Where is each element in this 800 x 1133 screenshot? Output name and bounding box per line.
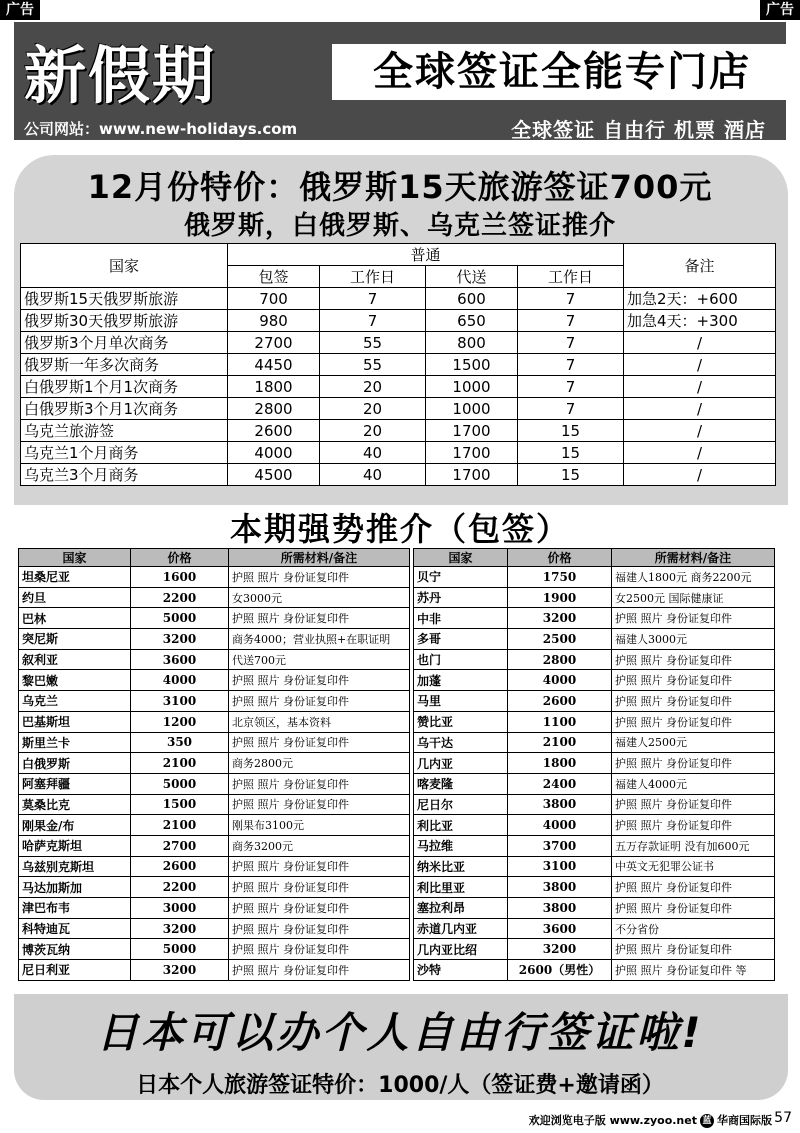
price: 2600 (131, 856, 229, 877)
price: 2400 (508, 773, 612, 794)
baoqian-price: 700 (228, 288, 320, 310)
materials: 北京领区，基本资料 (229, 711, 410, 732)
materials: 护照 照片 身份证复印件 (229, 856, 410, 877)
daisong-price: 1700 (425, 420, 517, 442)
baoqian-workdays: 40 (320, 442, 426, 464)
baoqian-price: 980 (228, 310, 320, 332)
price: 1900 (508, 587, 612, 608)
daisong-workdays: 7 (518, 310, 624, 332)
slogan: 全球签证全能专门店 (332, 44, 792, 100)
table-row (19, 960, 410, 981)
table-row (21, 288, 776, 310)
price: 3200 (508, 939, 612, 960)
materials: 护照 照片 身份证复印件 (229, 960, 410, 981)
country: 几内亚 (414, 753, 508, 774)
note: / (624, 442, 776, 464)
materials: 福建人2500元 (612, 732, 775, 753)
materials: 护照 照片 身份证复印件 (229, 898, 410, 919)
note: 加急4天：+300 (624, 310, 776, 332)
daisong-workdays: 7 (518, 398, 624, 420)
table-row (414, 898, 775, 919)
table-row (21, 420, 776, 442)
price: 3100 (508, 856, 612, 877)
price: 2600 (508, 691, 612, 712)
baoqian-workdays: 20 (320, 398, 426, 420)
materials: 护照 照片 身份证复印件 (229, 794, 410, 815)
table-row (21, 376, 776, 398)
header-materials: 所需材料/备注 (612, 549, 775, 567)
materials: 护照 照片 身份证复印件 (612, 608, 775, 629)
baoqian-workdays: 20 (320, 420, 426, 442)
publisher-logo-icon: 蓝 (700, 1114, 714, 1128)
visa-type: 白俄罗斯3个月1次商务 (21, 398, 228, 420)
header-workday: 工作日 (518, 266, 624, 288)
table-row (19, 753, 410, 774)
price: 3200 (508, 608, 612, 629)
note: / (624, 376, 776, 398)
materials: 商务2800元 (229, 753, 410, 774)
daisong-workdays: 7 (518, 354, 624, 376)
materials: 护照 照片 身份证复印件 (229, 918, 410, 939)
baoqian-price: 4000 (228, 442, 320, 464)
price: 5000 (131, 608, 229, 629)
country: 突尼斯 (19, 629, 131, 650)
price: 350 (131, 732, 229, 753)
table-row (414, 794, 775, 815)
price: 2700 (131, 835, 229, 856)
price: 2100 (131, 815, 229, 836)
price: 5000 (131, 773, 229, 794)
footer-text: 欢迎浏览电子版 www.zyoo.net (528, 1114, 697, 1127)
daisong-workdays: 15 (518, 442, 624, 464)
country: 几内亚比绍 (414, 939, 508, 960)
price: 1800 (508, 753, 612, 774)
materials: 护照 照片 身份证复印件 (229, 773, 410, 794)
materials: 女2500元 国际健康证 (612, 587, 775, 608)
price: 5000 (131, 939, 229, 960)
price: 3600 (508, 918, 612, 939)
country: 科特迪瓦 (19, 918, 131, 939)
daisong-price: 600 (425, 288, 517, 310)
note: / (624, 420, 776, 442)
price: 2200 (131, 877, 229, 898)
table-row (414, 877, 775, 898)
header-country: 国家 (414, 549, 508, 567)
price: 3800 (508, 794, 612, 815)
table-row (19, 670, 410, 691)
country: 黎巴嫩 (19, 670, 131, 691)
services-list: 全球签证 自由行 机票 酒店 (511, 118, 766, 142)
brand-logo: 新假期 (24, 39, 217, 112)
price: 4000 (508, 670, 612, 691)
daisong-price: 1700 (425, 464, 517, 486)
country: 尼日尔 (414, 794, 508, 815)
daisong-price: 1700 (425, 442, 517, 464)
table-row (414, 649, 775, 670)
header-materials: 所需材料/备注 (229, 549, 410, 567)
table-row (19, 939, 410, 960)
header-workday: 工作日 (320, 266, 426, 288)
country: 刚果金/布 (19, 815, 131, 836)
materials: 护照 照片 身份证复印件 (229, 877, 410, 898)
materials: 护照 照片 身份证复印件 (612, 670, 775, 691)
visa-type: 俄罗斯15天俄罗斯旅游 (21, 288, 228, 310)
baoqian-price: 4500 (228, 464, 320, 486)
note: / (624, 398, 776, 420)
header-normal: 普通 (228, 244, 624, 266)
country: 中非 (414, 608, 508, 629)
daisong-price: 1500 (425, 354, 517, 376)
table-row (414, 608, 775, 629)
visa-type: 白俄罗斯1个月1次商务 (21, 376, 228, 398)
table-row (414, 711, 775, 732)
daisong-price: 1000 (425, 376, 517, 398)
daisong-price: 1000 (425, 398, 517, 420)
price: 3100 (131, 691, 229, 712)
page-number: 57 (774, 1110, 792, 1126)
price: 3200 (131, 960, 229, 981)
baoqian-workdays: 55 (320, 354, 426, 376)
daisong-workdays: 7 (518, 332, 624, 354)
price: 1100 (508, 711, 612, 732)
price: 2800 (508, 649, 612, 670)
table-row (21, 398, 776, 420)
table-row (414, 918, 775, 939)
table-row (21, 442, 776, 464)
table-row (414, 691, 775, 712)
materials: 中英文无犯罪公证书 (612, 856, 775, 877)
daisong-workdays: 7 (518, 376, 624, 398)
materials: 护照 照片 身份证复印件 (229, 608, 410, 629)
header-country: 国家 (21, 244, 228, 288)
country: 坦桑尼亚 (19, 567, 131, 588)
price: 2600（男性） (508, 960, 612, 981)
table-row (414, 773, 775, 794)
materials: 护照 照片 身份证复印件 (229, 691, 410, 712)
country: 利比亚 (414, 815, 508, 836)
table-row (414, 567, 775, 588)
visa-type: 乌克兰3个月商务 (21, 464, 228, 486)
visa-type: 俄罗斯一年多次商务 (21, 354, 228, 376)
country: 多哥 (414, 629, 508, 650)
country: 白俄罗斯 (19, 753, 131, 774)
country: 阿塞拜疆 (19, 773, 131, 794)
baoqian-price: 2700 (228, 332, 320, 354)
table-row (414, 815, 775, 836)
footer (529, 1112, 772, 1128)
country: 乌干达 (414, 732, 508, 753)
country: 利比里亚 (414, 877, 508, 898)
japan-price: 日本个人旅游签证特价：1000/人（签证费+邀请函） (136, 1073, 664, 1098)
country: 纳米比亚 (414, 856, 508, 877)
country: 巴林 (19, 608, 131, 629)
materials: 护照 照片 身份证复印件 (612, 898, 775, 919)
materials: 护照 照片 身份证复印件 (612, 877, 775, 898)
table-row (414, 939, 775, 960)
country: 莫桑比克 (19, 794, 131, 815)
price: 4000 (508, 815, 612, 836)
japan-title: 日本可以办个人自由行签证啦! (96, 1008, 704, 1057)
country: 叙利亚 (19, 649, 131, 670)
table-row (21, 332, 776, 354)
visa-type: 俄罗斯3个月单次商务 (21, 332, 228, 354)
table-row (19, 608, 410, 629)
table-row (414, 753, 775, 774)
price: 3600 (131, 649, 229, 670)
materials: 商务4000；营业执照+在职证明 (229, 629, 410, 650)
materials: 代送700元 (229, 649, 410, 670)
table-row (19, 794, 410, 815)
header-daisong: 代送 (425, 266, 517, 288)
price: 3800 (508, 877, 612, 898)
visa-type: 俄罗斯30天俄罗斯旅游 (21, 310, 228, 332)
daisong-price: 800 (425, 332, 517, 354)
table-row (19, 649, 410, 670)
country: 喀麦隆 (414, 773, 508, 794)
baoqian-workdays: 55 (320, 332, 426, 354)
country: 也门 (414, 649, 508, 670)
materials: 女3000元 (229, 587, 410, 608)
materials: 商务3200元 (229, 835, 410, 856)
table-row (19, 835, 410, 856)
materials: 护照 照片 身份证复印件 (229, 732, 410, 753)
daisong-workdays: 15 (518, 420, 624, 442)
table-row (19, 691, 410, 712)
baoqian-price: 4450 (228, 354, 320, 376)
country: 斯里兰卡 (19, 732, 131, 753)
strong-recommend-title: 本期强势推介（包签） (229, 510, 570, 548)
ad-tag-right: 广告 (760, 0, 800, 20)
country: 赤道几内亚 (414, 918, 508, 939)
visa-type: 乌克兰1个月商务 (21, 442, 228, 464)
promo-subtitle: 俄罗斯，白俄罗斯、乌克兰签证推介 (183, 211, 616, 241)
price: 2100 (508, 732, 612, 753)
country: 乌克兰 (19, 691, 131, 712)
table-row (414, 732, 775, 753)
daisong-workdays: 15 (518, 464, 624, 486)
strong-table-left (18, 548, 410, 981)
country: 马达加斯加 (19, 877, 131, 898)
materials: 护照 照片 身份证复印件 (612, 815, 775, 836)
table-row (414, 960, 775, 981)
header-note: 备注 (624, 244, 776, 288)
materials: 护照 照片 身份证复印件 (612, 939, 775, 960)
baoqian-price: 2600 (228, 420, 320, 442)
baoqian-workdays: 40 (320, 464, 426, 486)
country: 尼日利亚 (19, 960, 131, 981)
table-row (21, 464, 776, 486)
header-price: 价格 (508, 549, 612, 567)
country: 赞比亚 (414, 711, 508, 732)
note: / (624, 332, 776, 354)
note: / (624, 354, 776, 376)
note: 加急2天：+600 (624, 288, 776, 310)
price: 1200 (131, 711, 229, 732)
country: 塞拉利昂 (414, 898, 508, 919)
country: 约旦 (19, 587, 131, 608)
note: / (624, 464, 776, 486)
materials: 不分省份 (612, 918, 775, 939)
daisong-price: 650 (425, 310, 517, 332)
baoqian-workdays: 20 (320, 376, 426, 398)
baoqian-workdays: 7 (320, 310, 426, 332)
materials: 护照 照片 身份证复印件 (612, 711, 775, 732)
ad-tag-left: 广告 (0, 0, 40, 20)
price: 3700 (508, 835, 612, 856)
table-row (414, 587, 775, 608)
strong-table-right (413, 548, 775, 981)
promo-title: 12月份特价：俄罗斯15天旅游签证700元 (87, 168, 713, 206)
website-link[interactable]: 公司网站：www.new-holidays.com (24, 120, 298, 138)
table-row (414, 670, 775, 691)
table-row (19, 629, 410, 650)
table-row (21, 310, 776, 332)
visa-type: 乌克兰旅游签 (21, 420, 228, 442)
country: 贝宁 (414, 567, 508, 588)
baoqian-price: 2800 (228, 398, 320, 420)
header-country: 国家 (19, 549, 131, 567)
materials: 护照 照片 身份证复印件 (229, 567, 410, 588)
price: 4000 (131, 670, 229, 691)
country: 乌兹别克斯坦 (19, 856, 131, 877)
header-baoqian: 包签 (228, 266, 320, 288)
materials: 护照 照片 身份证复印件 (612, 649, 775, 670)
price: 3000 (131, 898, 229, 919)
table-row (19, 567, 410, 588)
country: 马里 (414, 691, 508, 712)
materials: 刚果布3100元 (229, 815, 410, 836)
country: 马拉维 (414, 835, 508, 856)
table-row (19, 773, 410, 794)
country: 津巴布韦 (19, 898, 131, 919)
materials: 护照 照片 身份证复印件 (229, 939, 410, 960)
baoqian-workdays: 7 (320, 288, 426, 310)
country: 加蓬 (414, 670, 508, 691)
table-row (21, 354, 776, 376)
price: 2100 (131, 753, 229, 774)
table-row (19, 587, 410, 608)
materials: 福建人1800元 商务2200元 (612, 567, 775, 588)
price: 2200 (131, 587, 229, 608)
table-row (414, 856, 775, 877)
table-row (414, 835, 775, 856)
price: 1500 (131, 794, 229, 815)
price: 3800 (508, 898, 612, 919)
header-price: 价格 (131, 549, 229, 567)
country: 哈萨克斯坦 (19, 835, 131, 856)
country: 苏丹 (414, 587, 508, 608)
table-row (19, 856, 410, 877)
table-row (19, 898, 410, 919)
price: 1600 (131, 567, 229, 588)
materials: 护照 照片 身份证复印件 等 (612, 960, 775, 981)
daisong-workdays: 7 (518, 288, 624, 310)
table-row (19, 918, 410, 939)
table-row (19, 815, 410, 836)
price: 1750 (508, 567, 612, 588)
country: 博茨瓦纳 (19, 939, 131, 960)
country: 沙特 (414, 960, 508, 981)
table-row (19, 877, 410, 898)
materials: 福建人3000元 (612, 629, 775, 650)
price: 2500 (508, 629, 612, 650)
materials: 护照 照片 身份证复印件 (612, 753, 775, 774)
header-banner (14, 22, 786, 140)
baoqian-price: 1800 (228, 376, 320, 398)
price: 3200 (131, 918, 229, 939)
table-row (19, 711, 410, 732)
materials: 五万存款证明 没有加600元 (612, 835, 775, 856)
materials: 福建人4000元 (612, 773, 775, 794)
country: 巴基斯坦 (19, 711, 131, 732)
materials: 护照 照片 身份证复印件 (229, 670, 410, 691)
materials: 护照 照片 身份证复印件 (612, 794, 775, 815)
footer-brand: 华商国际版 (717, 1114, 772, 1127)
table-row (414, 629, 775, 650)
price: 3200 (131, 629, 229, 650)
russia-visa-table (20, 243, 776, 486)
table-row (19, 732, 410, 753)
materials: 护照 照片 身份证复印件 (612, 691, 775, 712)
